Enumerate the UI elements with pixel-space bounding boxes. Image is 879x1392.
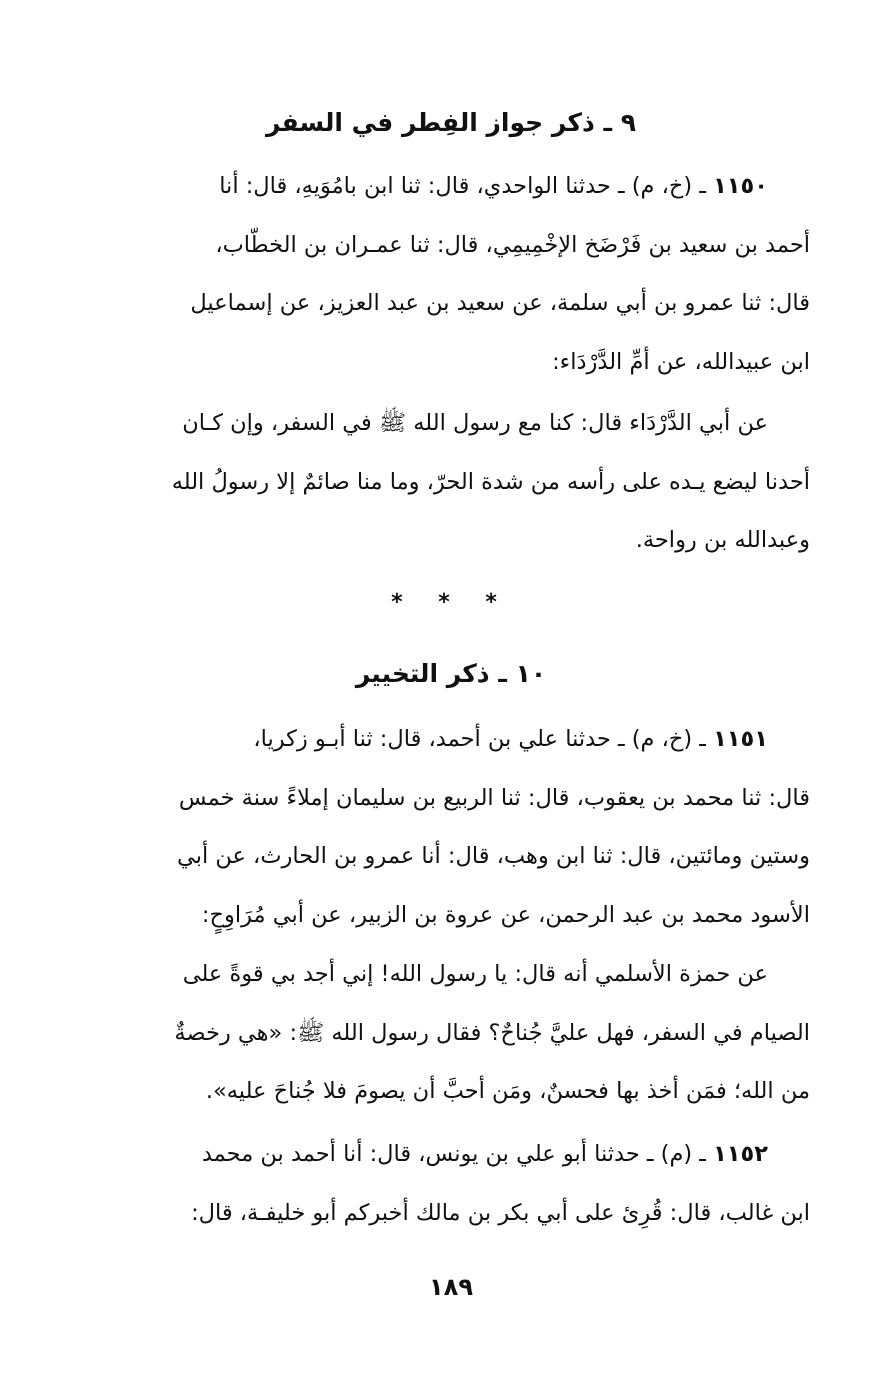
isnad-line: قال: ثنا عمرو بن أبي سلمة، عن سعيد بن عبد العزيز، عن إسماعيل [190, 290, 810, 316]
section-separator: * * * [391, 590, 511, 615]
matn-line: وعبدالله بن رواحة. [635, 527, 810, 553]
hadith-1150-matn [92, 394, 810, 570]
isnad-text: ـ (م) ـ حدثنا أبو علي بن يونس، قال: أنا أحمد بن محمد [201, 1141, 714, 1167]
book-page [92, 0, 810, 1392]
isnad-line: أحمد بن سعيد بن فَرْضَخ الإخْمِيمِي، قال: ثنا عمـران بن الخطّاب، [215, 231, 810, 258]
hadith-1151-matn [92, 945, 810, 1121]
section-10-title: ١٠ ـ ذكر التخيير [355, 659, 547, 688]
matn-line: أحدنا ليضع يـده على رأسه من شدة الحرّ، وما منا صائمٌ إلا رسولُ الله [171, 468, 810, 495]
isnad-line [92, 1125, 810, 1184]
isnad-text: ـ (خ، م) ـ حدثنا علي بن أحمد، قال: ثنا أبـو زكريا، [253, 726, 714, 752]
hadith-number: ١١٥٢ [713, 1141, 768, 1167]
hadith-number: ١١٥١ [713, 726, 768, 752]
section-9-title: ٩ ـ ذكر جواز الفِطر في السفر [265, 108, 637, 137]
isnad-line: ابن غالب، قال: قُرِئ على أبي بكر بن مالك أخبركم أبو خليفـة، قال: [191, 1199, 810, 1226]
hadith-number: ١١٥٠ [713, 173, 768, 199]
matn-line: عن حمزة الأسلمي أنه قال: يا رسول الله! إني أجد بي قوةً على [182, 961, 768, 987]
isnad-text: ـ (خ، م) ـ حدثنا الواحدي، قال: ثنا ابن بامُوَيهِ، قال: أنا [219, 173, 714, 199]
isnad-line [92, 710, 810, 769]
isnad-line: الأسود محمد بن عبد الرحمن، عن عروة بن الزبير، عن أبي مُرَاوِحٍ: [201, 901, 810, 928]
isnad-line: ابن عبيدالله، عن أمِّ الدَّرْدَاء: [552, 348, 810, 375]
matn-line: من الله؛ فمَن أخذ بها فحسنٌ، ومَن أحبَّ أن يصومَ فلا جُناحَ عليه». [205, 1078, 810, 1104]
matn-line: عن أبي الدَّرْدَاء قال: كنا مع رسول الله ﷺ في السفر، وإن كـان [182, 410, 768, 436]
matn-line: الصيام في السفر، فهل عليَّ جُناحٌ؟ فقال رسول الله ﷺ: «هي رخصةٌ [174, 1019, 810, 1046]
hadith-1150-isnad [92, 157, 810, 391]
isnad-line: قال: ثنا محمد بن يعقوب، قال: ثنا الربيع بن سليمان إملاءً سنة خمس [178, 784, 810, 811]
hadith-1152-isnad [92, 1125, 810, 1242]
isnad-line [92, 157, 810, 216]
isnad-line: وستين ومائتين، قال: ثنا ابن وهب، قال: أنا عمرو بن الحارث، عن أبي [176, 843, 810, 869]
hadith-1151-isnad [92, 710, 810, 944]
page-number: ١٨٩ [429, 1273, 473, 1301]
